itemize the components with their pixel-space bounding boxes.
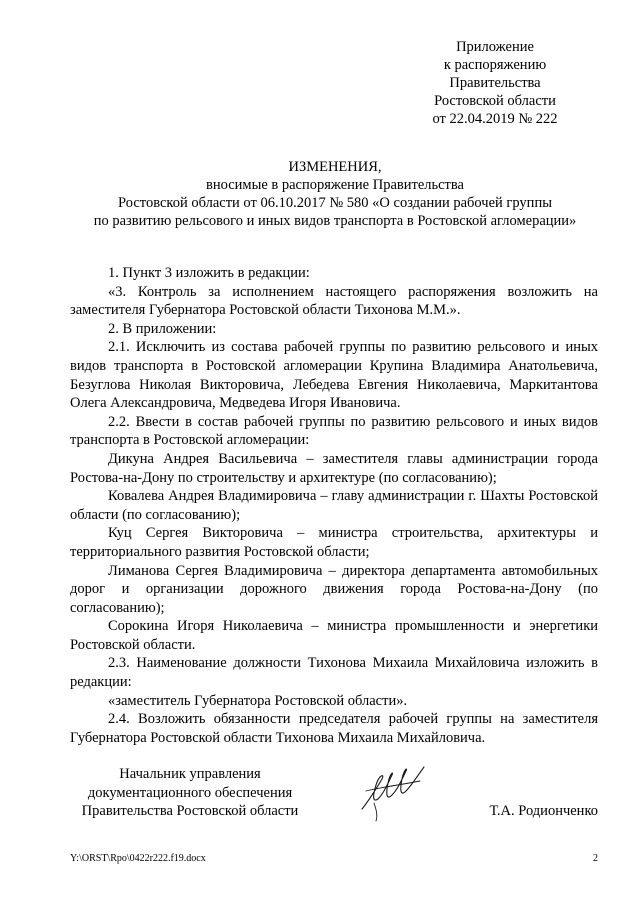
signature-block [70,765,598,825]
paragraph-item-2-2: 2.2. Ввести в состав рабочей группы по развитию рельсового и иных видов транспорта в Ростовской агломерации: [70,413,598,449]
document-heading [60,158,610,230]
heading-line: вносимые в распоряжение Правительства [205,177,464,193]
page-number: 2 [593,853,598,864]
signatory-name: Т.А. Родионченко [489,803,598,819]
appendix-line: Ростовской области [434,93,556,109]
heading-line: Ростовской области от 06.10.2017 № 580 «О создании рабочей группы [118,195,552,211]
heading-line: по развитию рельсового и иных видов транспорта в Ростовской агломерации» [93,213,577,229]
paragraph-item-2: 2. В приложении: [108,320,217,337]
member-entry: Дикуна Андрея Васильевича – заместителя главы администрации города Ростова-на-Дону по строительству и архитектуре (по согласованию); [70,450,598,486]
appendix-line: Приложение [456,39,534,55]
appendix-line: Правительства [449,75,541,91]
appendix-block [400,38,590,128]
member-entry: Лиманова Сергея Владимировича – директора департамента автомобильных дорог и организации дорожного движения города Ростова-на-Дону (по согласованию); [70,562,598,616]
paragraph-item-2-1: 2.1. Исключить из состава рабочей группы по развитию рельсового и иных видов транспорта в Ростовской агломерации Крупина Владимира Анатольевича, Безуглова Николая Викторовича, Лебедева Евгения Николаевича, Маркитантова Олега Александровича, Медведева Игоря Ивановича. [70,339,598,412]
file-path: Y:\ORST\Rpo\0422r222.f19.docx [70,853,206,864]
appendix-date-number: от 22.04.2019 № 222 [432,111,558,127]
position-line: документационного обеспечения [87,784,293,801]
position-line: Правительства Ростовской области [81,803,299,820]
appendix-line: к распоряжению [443,57,547,73]
member-entry: Куц Сергея Викторовича – министра строительства, архитектуры и территориального развития Ростовской области; [70,525,598,560]
member-entry: Ковалева Андрея Владимировича – главу администрации г. Шахты Ростовской области (по согласованию); [70,488,598,523]
member-entry: Сорокина Игоря Николаевича – министра промышленности и энергетики Ростовской области. [70,618,598,653]
signatory-position [70,765,310,821]
position-line: Начальник управления [119,766,261,782]
document-body [70,264,598,747]
paragraph-item-2-3: 2.3. Наименование должности Тихонова Михаила Михайловича изложить в редакции: [70,655,598,691]
paragraph-item-1-text: «3. Контроль за исполнением настоящего распоряжения возложить на заместителя Губернатора Ростовской области Тихонова М.М.». [70,283,598,319]
paragraph-item-2-3-text: «заместитель Губернатора Ростовской области». [108,692,408,709]
handwritten-signature [352,759,432,825]
heading-title: ИЗМЕНЕНИЯ, [288,159,382,175]
paragraph-item-1: 1. Пункт 3 изложить в редакции: [108,265,310,281]
paragraph-item-2-4: 2.4. Возложить обязанности председателя рабочей группы на заместителя Губернатора Ростовской области Тихонова Михаила Михайловича. [70,711,598,746]
